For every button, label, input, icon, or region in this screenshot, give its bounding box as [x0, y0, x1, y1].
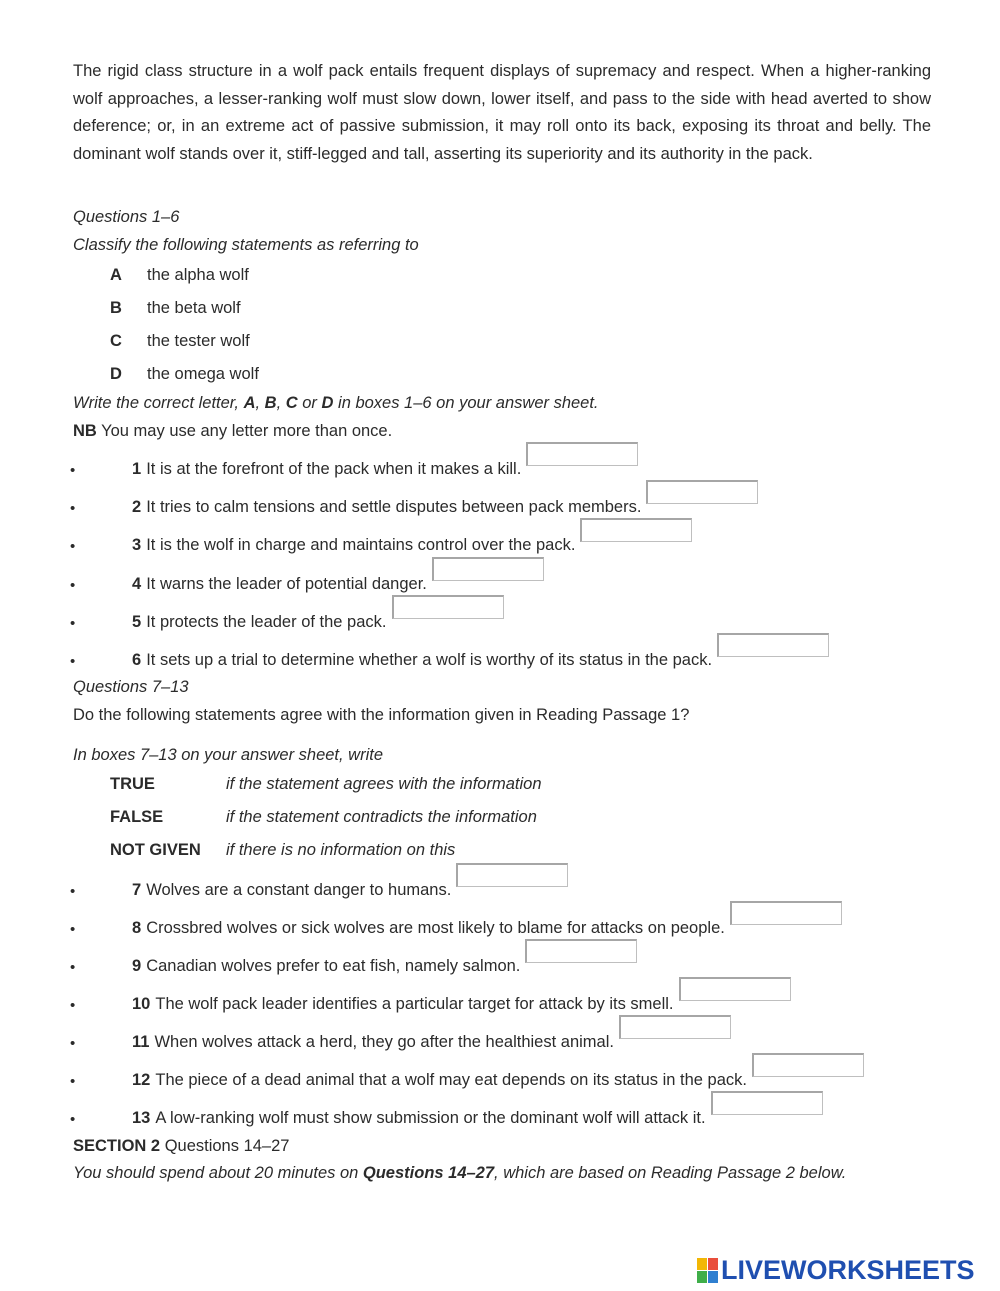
question-12: 12 The piece of a dead animal that a wolf may eat depends on its status in the pack. [132, 1071, 864, 1090]
agree-instruction: Do the following statements agree with the information given in Reading Passage 1? [73, 706, 690, 724]
answer-box-9[interactable] [525, 939, 637, 963]
option-letter-d: D [110, 365, 122, 383]
key-true-desc: if the statement agrees with the information [226, 775, 542, 793]
bullet-2: • [70, 500, 76, 517]
bullet-12: • [70, 1073, 76, 1090]
bullet-9: • [70, 959, 76, 976]
logo-wordmark: LIVEWORKSHEETS [721, 1255, 975, 1285]
classify-instruction: Classify the following statements as referring to [73, 236, 419, 254]
section-2-instruction: You should spend about 20 minutes on Questions 14–27, which are based on Reading Passage 2 below. [73, 1164, 847, 1182]
question-13: 13 A low-ranking wolf must show submission or the dominant wolf will attack it. [132, 1109, 823, 1128]
key-not-given: NOT GIVEN [110, 841, 201, 859]
answer-box-12[interactable] [752, 1053, 864, 1077]
question-1: 1 It is at the forefront of the pack when it makes a kill. [132, 460, 638, 479]
option-letter-b: B [110, 299, 122, 317]
question-11: 11 When wolves attack a herd, they go after the healthiest animal. [132, 1033, 731, 1052]
write-tf-instruction: In boxes 7–13 on your answer sheet, write [73, 746, 384, 764]
bullet-4: • [70, 577, 76, 594]
bullet-6: • [70, 653, 76, 670]
logo-blocks-icon [697, 1258, 718, 1283]
questions-7-13-heading: Questions 7–13 [73, 678, 189, 696]
questions-1-6-heading: Questions 1–6 [73, 208, 180, 226]
section-2-heading: SECTION 2 Questions 14–27 [73, 1137, 290, 1155]
question-3: 3 It is the wolf in charge and maintains control over the pack. [132, 536, 692, 555]
question-7: 7 Wolves are a constant danger to humans. [132, 881, 568, 900]
write-letter-instruction: Write the correct letter, A, B, C or D in boxes 1–6 on your answer sheet. [73, 394, 599, 412]
answer-box-13[interactable] [711, 1091, 823, 1115]
key-false: FALSE [110, 808, 164, 826]
bullet-7: • [70, 883, 76, 900]
option-text-c: the tester wolf [147, 332, 250, 350]
answer-box-11[interactable] [619, 1015, 731, 1039]
option-text-d: the omega wolf [147, 365, 259, 383]
key-not-given-desc: if there is no information on this [226, 841, 456, 859]
answer-box-6[interactable] [717, 633, 829, 657]
option-letter-c: C [110, 332, 122, 350]
question-2: 2 It tries to calm tensions and settle disputes between pack members. [132, 498, 758, 517]
question-9: 9 Canadian wolves prefer to eat fish, namely salmon. [132, 957, 637, 976]
bullet-11: • [70, 1035, 76, 1052]
bullet-3: • [70, 538, 76, 555]
question-10: 10 The wolf pack leader identifies a particular target for attack by its smell. [132, 995, 791, 1014]
answer-box-7[interactable] [456, 863, 568, 887]
answer-box-5[interactable] [392, 595, 504, 619]
answer-box-1[interactable] [526, 442, 638, 466]
answer-box-10[interactable] [679, 977, 791, 1001]
question-8: 8 Crossbred wolves or sick wolves are most likely to blame for attacks on people. [132, 919, 842, 938]
answer-box-2[interactable] [646, 480, 758, 504]
option-text-b: the beta wolf [147, 299, 241, 317]
nb-note: NB You may use any letter more than once. [73, 422, 393, 440]
key-false-desc: if the statement contradicts the information [226, 808, 537, 826]
bullet-8: • [70, 921, 76, 938]
bullet-13: • [70, 1111, 76, 1128]
bullet-5: • [70, 615, 76, 632]
bullet-1: • [70, 462, 76, 479]
question-4: 4 It warns the leader of potential danger. [132, 575, 544, 594]
answer-box-8[interactable] [730, 901, 842, 925]
option-letter-a: A [110, 266, 122, 284]
bullet-10: • [70, 997, 76, 1014]
key-true: TRUE [110, 775, 155, 793]
option-text-a: the alpha wolf [147, 266, 249, 284]
answer-box-3[interactable] [580, 518, 692, 542]
liveworksheets-logo [697, 1255, 975, 1286]
question-6: 6 It sets up a trial to determine whether a wolf is worthy of its status in the pack. [132, 651, 829, 670]
answer-box-4[interactable] [432, 557, 544, 581]
passage-paragraph: The rigid class structure in a wolf pack entails frequent displays of supremacy and respect. When a higher-ranking wolf approaches, a lesser-ranking wolf must slow down, lower itself, and pass to the side with head averted to show deference; or, in an extreme act of passive submission, it may roll onto its back, exposing its throat and belly. The dominant wolf stands over it, stiff-legged and tall, asserting its superiority and its authority in the pack. [73, 62, 931, 163]
question-5: 5 It protects the leader of the pack. [132, 613, 504, 632]
